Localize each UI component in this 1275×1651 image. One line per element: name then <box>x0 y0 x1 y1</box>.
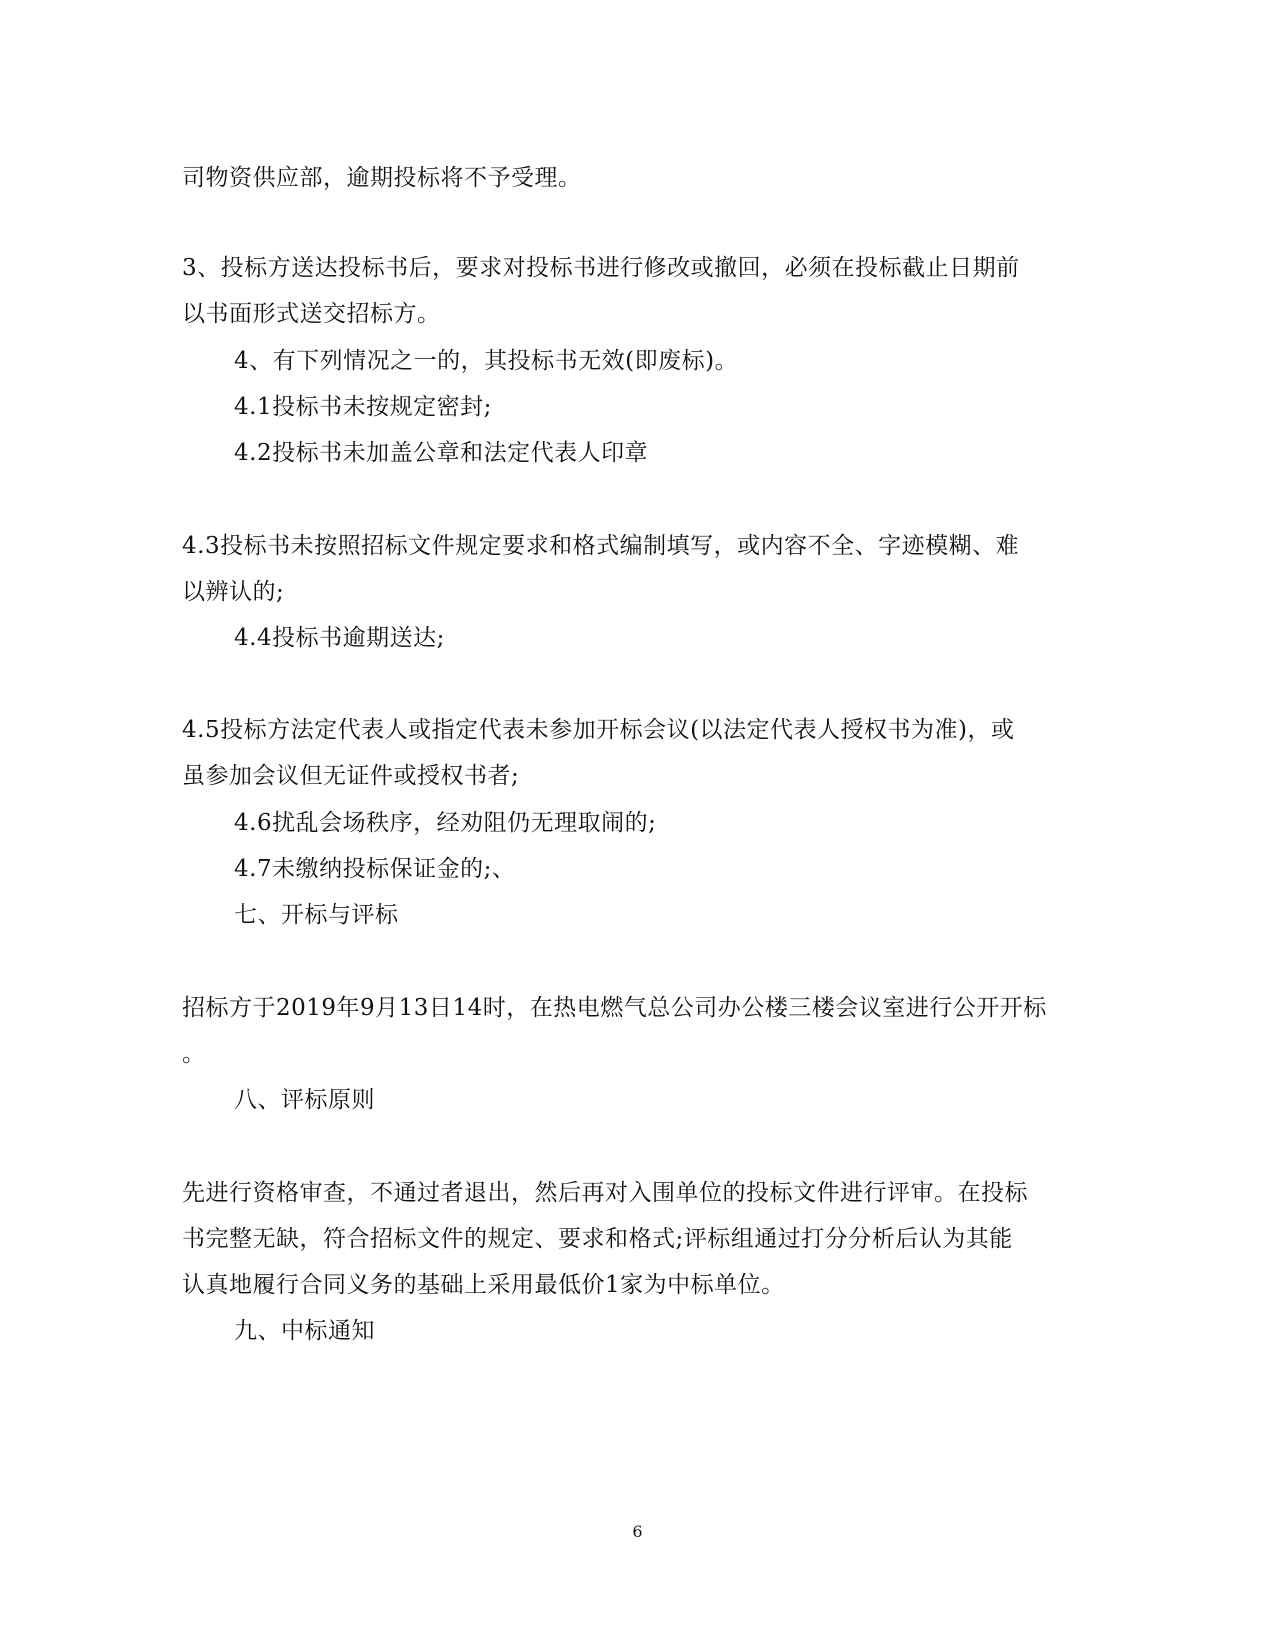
section-heading: 九、中标通知 <box>234 1318 375 1344</box>
paragraph-line: 4、有下列情况之一的，其投标书无效(即废标)。 <box>234 348 739 374</box>
paragraph-line: 4.2投标书未加盖公章和法定代表人印章 <box>234 440 649 466</box>
paragraph-line: 先进行资格审查，不通过者退出，然后再对入围单位的投标文件进行评审。在投标 <box>182 1180 1028 1206</box>
paragraph-line: 虽参加会议但无证件或授权书者; <box>182 763 520 789</box>
paragraph-line: 4.7未缴纳投标保证金的;、 <box>234 856 516 882</box>
paragraph-line: 4.5投标方法定代表人或指定代表未参加开标会议(以法定代表人授权书为准)，或 <box>182 717 1015 743</box>
paragraph-line: 4.3投标书未按照招标文件规定要求和格式编制填写，或内容不全、字迹模糊、难 <box>182 533 1020 559</box>
section-heading: 八、评标原则 <box>234 1087 375 1113</box>
section-heading: 七、开标与评标 <box>234 902 399 928</box>
paragraph-line: 认真地履行合同义务的基础上采用最低价1家为中标单位。 <box>182 1272 785 1298</box>
paragraph-line: 4.1投标书未按规定密封; <box>234 394 492 420</box>
paragraph-line: 4.4投标书逾期送达; <box>234 625 445 651</box>
page-number: 6 <box>632 1522 643 1541</box>
paragraph-line: 书完整无缺，符合招标文件的规定、要求和格式;评标组通过打分分析后认为其能 <box>182 1226 1013 1252</box>
paragraph-line: 3、投标方送达投标书后，要求对投标书进行修改或撤回，必须在投标截止日期前 <box>182 255 1020 281</box>
paragraph-line: 司物资供应部，逾期投标将不予受理。 <box>182 165 582 191</box>
paragraph-line: 以书面形式送交招标方。 <box>182 301 441 327</box>
paragraph-line: 4.6扰乱会场秩序，经劝阻仍无理取闹的; <box>234 810 657 836</box>
paragraph-line: 以辨认的; <box>182 579 285 605</box>
paragraph-line: 招标方于2019年9月13日14时，在热电燃气总公司办公楼三楼会议室进行公开开标 <box>182 995 1047 1021</box>
paragraph-line: 。 <box>182 1041 206 1067</box>
